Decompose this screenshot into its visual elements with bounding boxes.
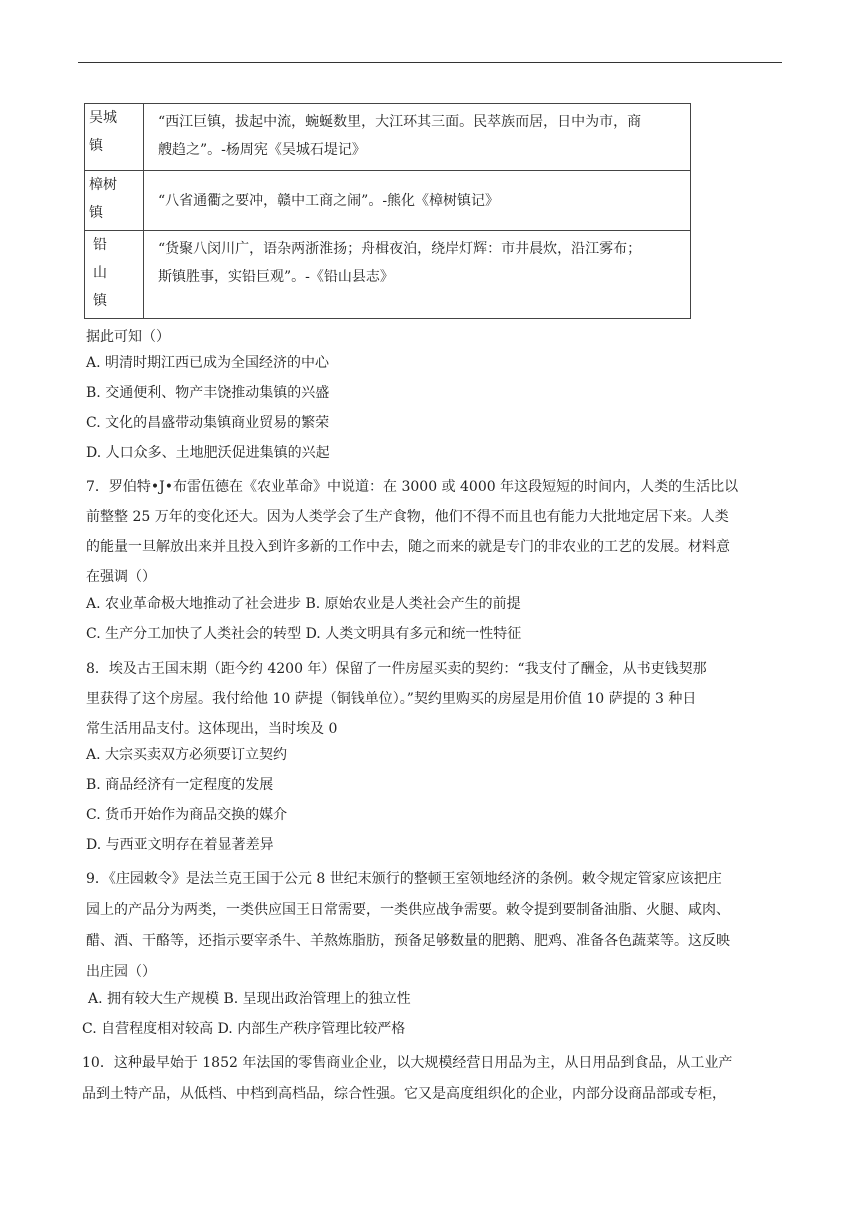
quote-line: “西江巨镇，拔起中流，蜿蜒数里，大江环其三面。民萃族而居，日中为市，商: [158, 114, 642, 130]
q8-option-c: C. 货币开始作为商品交换的媒介: [86, 807, 288, 823]
q6-option-d: D. 人口众多、土地肥沃促进集镇的兴起: [86, 445, 330, 461]
q8-option-b: B. 商品经济有一定程度的发展: [86, 777, 274, 793]
q7-line-4: 在强调（）: [86, 569, 156, 585]
town-quotes-table: [84, 103, 691, 319]
table-row: [85, 231, 691, 319]
town-name-line: 山: [93, 265, 107, 281]
q10-line-2: 品到土特产品，从低档、中档到高档品，综合性强。它又是高度组织化的企业，内部分设商品部或专柜，: [82, 1086, 726, 1102]
q9-line-3: 醋、酒、干酪等，还指示要宰杀牛、羊熬炼脂肪，预备足够数量的肥鹅、肥鸡、准备各色蔬菜等。这反映: [86, 933, 730, 949]
q9-line-1: 9．《庄园敕令》是法兰克王国于公元 8 世纪末颁行的整顿王室领地经济的条例。敕令规定管家应该把庄: [86, 871, 722, 887]
table-row: [85, 171, 691, 231]
town-name: [85, 171, 144, 231]
q10-line-1: 10．这种最早始于 1852 年法国的零售商业企业，以大规模经营日用品为主，从日用品到食品，从工业产: [82, 1055, 733, 1071]
q6-option-c: C. 文化的昌盛带动集镇商业贸易的繁荣: [86, 415, 330, 431]
town-name-line: 吴城: [89, 110, 117, 126]
q9-line-4: 出庄园（）: [86, 964, 156, 980]
quote-line: 斯镇胜事，实铅巨观”。-《铅山县志》: [158, 269, 394, 285]
town-quote: [144, 231, 691, 319]
town-name: [85, 231, 144, 319]
town-name-line: 镇: [93, 293, 107, 309]
q7-options-cd: C. 生产分工加快了人类社会的转型 D. 人类文明具有多元和统一性特征: [86, 626, 522, 642]
town-name-line: 镇: [89, 205, 103, 221]
q9-options-ab: A. 拥有较大生产规模 B. 呈现出政治管理上的独立性: [88, 991, 411, 1007]
town-name: [85, 104, 144, 171]
q7-line-1: 7．罗伯特•J•布雷伍德在《农业革命》中说道：在 3000 或 4000 年这段短短的时间内，人类的生活比以: [86, 479, 739, 495]
q6-option-a: A. 明清时期江西已成为全国经济的中心: [86, 355, 330, 371]
q6-option-b: B. 交通便利、物产丰饶推动集镇的兴盛: [86, 385, 330, 401]
q7-line-3: 的能量一旦解放出来并且投入到许多新的工作中去，随之而来的就是专门的非农业的工艺的发展。材料意: [86, 539, 730, 555]
q9-options-cd: C. 自营程度相对较高 D. 内部生产秩序管理比较严格: [82, 1021, 406, 1037]
quote-line: “货聚八闵川广，语杂两浙淮扬；舟楫夜泊，绕岸灯辉：市井晨炊，沿江雾布；: [158, 241, 642, 257]
q8-line-3: 常生活用品支付。这体现出，当时埃及 0: [86, 721, 338, 737]
town-name-line: 樟树: [89, 177, 117, 193]
table-row: [85, 104, 691, 171]
q8-option-d: D. 与西亚文明存在着显著差异: [86, 837, 274, 853]
town-name-line: 铅: [93, 237, 107, 253]
quote-line: “八省通衢之要冲，赣中工商之闹”。-熊化《樟树镇记》: [158, 192, 500, 209]
q7-line-2: 前整整 25 万年的变化还大。因为人类学会了生产食物，他们不得不而且也有能力大批地定居下来。人类: [86, 509, 729, 525]
town-name-line: 镇: [89, 138, 103, 154]
town-quote: [144, 104, 691, 171]
town-quote: [144, 171, 691, 231]
q8-line-2: 里获得了这个房屋。我付给他 10 萨提（铜钱单位）。”契约里购买的房屋是用价值 10 萨提的 3 种日: [86, 691, 697, 707]
q9-line-2: 园上的产品分为两类，一类供应国王日常需要，一类供应战争需要。敕令提到要制备油脂、火腿、咸肉、: [86, 902, 730, 918]
q7-options-ab: A. 农业革命极大地推动了社会进步 B. 原始农业是人类社会产生的前提: [86, 596, 521, 612]
q8-option-a: A. 大宗买卖双方必须要订立契约: [86, 747, 288, 763]
q8-line-1: 8．埃及古王国末期（距今约 4200 年）保留了一件房屋买卖的契约：“我支付了酬金，从书吏钱契那: [86, 661, 707, 677]
q6-stem: 据此可知（）: [86, 329, 170, 345]
quote-line: 艘趋之”。-杨周宪《吴城石堤记》: [158, 142, 366, 158]
header-rule: [78, 62, 782, 63]
